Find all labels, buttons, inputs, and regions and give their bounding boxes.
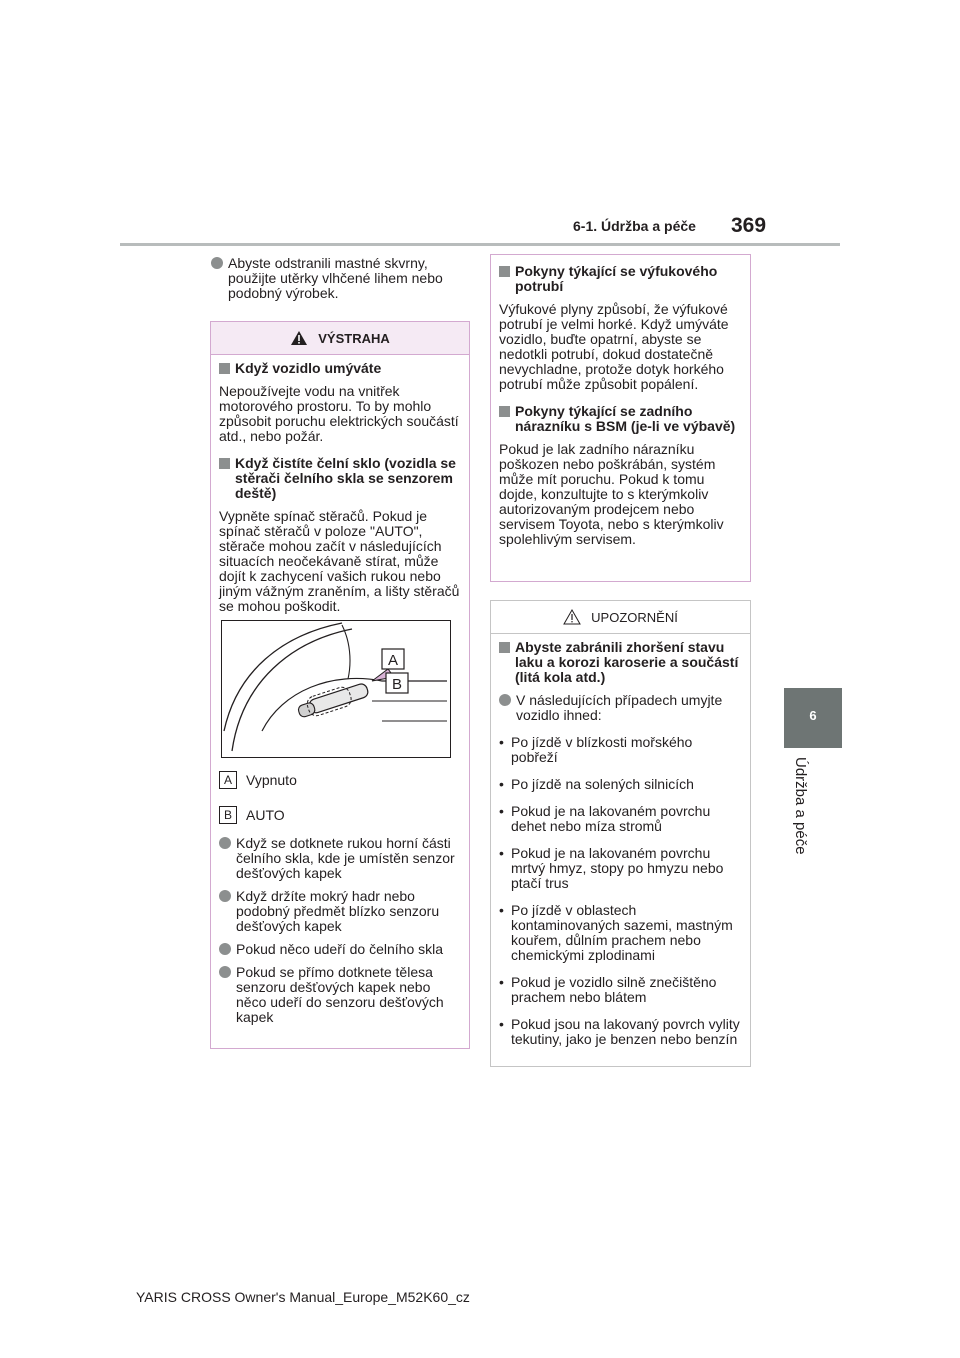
list-item: • Pokud je na lakovaném povrchu mrtvý hmyz, stopy po hmyzu nebo ptačí trus: [499, 846, 742, 891]
list-item: • Pokud je na lakovaném povrchu dehet nebo míza stromů: [499, 804, 742, 834]
notice-bullet: V následujících případech umyjte vozidlo ihned:: [499, 693, 742, 723]
warning-heading-bsm: Pokyny týkající se zadního nárazníku s BSM (je-li ve výbavě): [499, 404, 742, 434]
bullet-dot-icon: [219, 943, 231, 955]
letter-a-box: A: [219, 771, 237, 789]
section-title: 6-1. Údržba a péče: [573, 218, 696, 234]
bullet-dot-icon: [219, 966, 231, 978]
figure-label-b: B: [391, 676, 403, 693]
letter-b-box: B: [219, 806, 237, 824]
warning-title: VÝSTRAHA: [318, 330, 390, 346]
bullet-dot-icon: [211, 257, 223, 269]
notice-box: [490, 600, 751, 1067]
warning-heading-windshield: Když čistíte čelní sklo (vozidla se stěrači čelního skla se senzorem deště): [219, 456, 461, 501]
square-bullet-icon: [219, 458, 230, 469]
list-item: • Pokud jsou na lakovaný povrch vylity tekutiny, jako je benzen nebo benzín: [499, 1017, 742, 1047]
header-divider: [120, 243, 840, 246]
notice-title: UPOZORNĚNÍ: [591, 609, 678, 625]
warning-heading-exhaust: Pokyny týkající se výfukového potrubí: [499, 264, 742, 294]
list-item: • Po jízdě v blízkosti mořského pobřeží: [499, 735, 742, 765]
square-bullet-icon: [499, 642, 510, 653]
chapter-tab: 6: [784, 688, 842, 748]
warning-text-exhaust: Výfukové plyny způsobí, že výfukové potrubí je velmi horké. Když umýváte vozidlo, buďte opatrní, abyste se nedotkli potrubí, dokud dostatečně nevychladne, protože dotyk horkého potrubí může způsobit popálení.: [499, 301, 729, 392]
warning-text-washing: Nepoužívejte vodu na vnitřek motorového prostoru. To by mohlo způsobit poruchu elektrických součástí atd., nebo požár.: [219, 383, 459, 444]
warning-heading-washing: Když vozidlo umýváte: [219, 361, 461, 376]
list-item: Když držíte mokrý hadr nebo podobný předmět blízko senzoru dešťových kapek: [219, 889, 461, 934]
list-item: Pokud se přímo dotknete tělesa senzoru dešťových kapek nebo něco udeří do senzoru dešťových kapek: [219, 965, 461, 1025]
figure-label-a: A: [387, 652, 399, 669]
intro-bullet: Abyste odstranili mastné skvrny, použijte utěrky vlhčené lihem nebo podobný výrobek.: [211, 256, 469, 301]
square-bullet-icon: [499, 406, 510, 417]
legend-item-a: A Vypnuto: [219, 771, 461, 789]
bullet-dot-icon: [219, 837, 231, 849]
list-item: Pokud něco udeří do čelního skla: [219, 942, 461, 957]
warning-header: [211, 322, 469, 355]
warning-text-bsm: Pokud je lak zadního nárazníku poškozen nebo poškrábán, systém může mít poruchu. Pokud k tomu dojde, konzultujte to s kterýmkoliv autorizovaným prodejcem nebo servisem Toyota, nebo s kterýmkoliv spolehlivým servisem.: [499, 441, 724, 547]
footer-text: YARIS CROSS Owner's Manual_Europe_M52K60_cz: [136, 1289, 470, 1305]
notice-heading: Abyste zabránili zhoršení stavu laku a korozi karoserie a součástí (litá kola atd.): [499, 640, 742, 685]
square-bullet-icon: [499, 266, 510, 277]
warning-box-continued: [490, 254, 751, 582]
chapter-title: Údržba a péče: [792, 757, 809, 855]
page-number: 369: [731, 214, 767, 237]
list-item: Když se dotknete rukou horní části čelního skla, kde je umístěn senzor dešťových kapek: [219, 836, 461, 881]
list-item: • Po jízdě v oblastech kontaminovaných sazemi, mastným kouřem, důlním prachem nebo chemickými zplodinami: [499, 903, 742, 963]
warning-text-windshield: Vypněte spínač stěračů. Pokud je spínač stěračů v poloze "AUTO", stěrače mohou začít v následujících situacích neočekávaně stírat, může dojít k zachycení vašich rukou nebo jiným vážným zraněním, a lišty stěračů se mohou poškodit.: [219, 508, 460, 614]
square-bullet-icon: [219, 363, 230, 374]
legend-item-b: B AUTO: [219, 806, 461, 824]
notice-header: [491, 601, 750, 634]
bullet-dot-icon: [219, 890, 231, 902]
warning-triangle-icon: [290, 330, 308, 346]
caution-triangle-icon: [563, 609, 581, 625]
warning-box: [210, 321, 470, 1049]
list-item: • Pokud je vozidlo silně znečištěno prachem nebo blátem: [499, 975, 742, 1005]
list-item: • Po jízdě na solených silnicích: [499, 777, 742, 792]
bullet-dot-icon: [499, 694, 511, 706]
wiper-switch-illustration: [221, 620, 451, 758]
